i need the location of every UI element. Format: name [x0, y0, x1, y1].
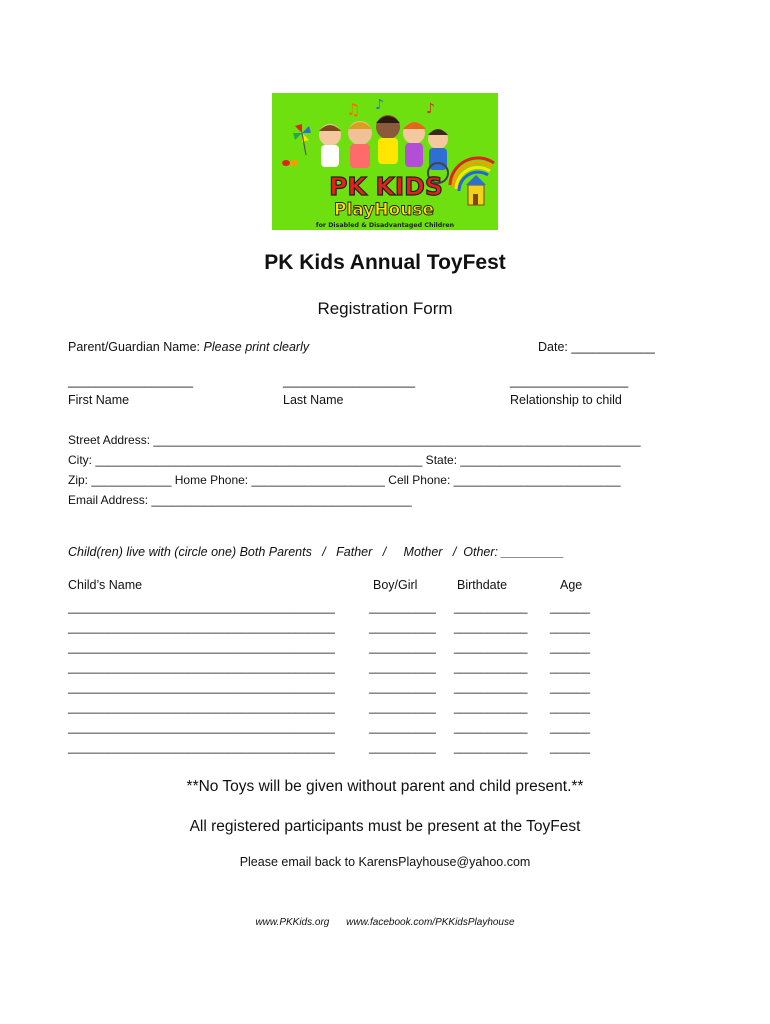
logo-tagline: for Disabled & Disadvantaged Children: [315, 222, 455, 229]
children-live-with-line[interactable]: Child(ren) live with (circle one) Both Parents / Father / Mother / Other: _________: [68, 545, 565, 559]
child-name-blank[interactable]: ________________________________________: [68, 680, 335, 694]
child-name-blank[interactable]: ________________________________________: [68, 660, 335, 674]
child-age-blank[interactable]: ______: [550, 680, 591, 694]
first-name-blank[interactable]: __________________: [68, 374, 194, 388]
child-birthdate-blank[interactable]: ___________: [454, 640, 528, 654]
footer: [0, 917, 770, 928]
child-gender-blank[interactable]: __________: [369, 660, 436, 674]
child-birthdate-blank[interactable]: ___________: [454, 600, 528, 614]
child-name-blank[interactable]: ________________________________________: [68, 600, 335, 614]
child-age-blank[interactable]: ______: [550, 600, 591, 614]
child-name-blank[interactable]: ________________________________________: [68, 640, 335, 654]
gender-header: Boy/Girl: [373, 578, 418, 592]
svg-text:♪: ♪: [426, 101, 435, 117]
notice-participants-present: All registered participants must be present at the ToyFest: [189, 818, 581, 835]
city-state-field[interactable]: City: _________________________________________________ State: ________________________: [68, 453, 621, 467]
logo-artwork: [272, 93, 498, 230]
child-name-blank[interactable]: ________________________________________: [68, 720, 335, 734]
notice-email-back: Please email back to KarensPlayhouse@yahoo.com: [239, 855, 531, 869]
form-subtitle: Registration Form: [317, 299, 453, 318]
zip-phone-field[interactable]: Zip: ____________ Home Phone: ____________________ Cell Phone: _________________________: [68, 473, 621, 487]
child-gender-blank[interactable]: __________: [369, 600, 436, 614]
child-gender-blank[interactable]: __________: [369, 740, 436, 754]
parent-guardian-hint: Please print clearly: [203, 340, 310, 354]
child-age-blank[interactable]: ______: [550, 640, 591, 654]
child-gender-blank[interactable]: __________: [369, 620, 436, 634]
child-gender-blank[interactable]: __________: [369, 720, 436, 734]
child-birthdate-blank[interactable]: ___________: [454, 660, 528, 674]
child-age-blank[interactable]: ______: [550, 660, 591, 674]
birthdate-header: Birthdate: [457, 578, 508, 592]
child-age-blank[interactable]: ______: [550, 740, 591, 754]
pk-kids-logo: [272, 93, 498, 230]
email-address-field[interactable]: Email Address: _______________________________________: [68, 493, 412, 507]
page-title: PK Kids Annual ToyFest: [264, 251, 506, 274]
child-birthdate-blank[interactable]: ___________: [454, 720, 528, 734]
last-name-blank[interactable]: ___________________: [283, 374, 416, 388]
child-name-blank[interactable]: ________________________________________: [68, 620, 335, 634]
child-birthdate-blank[interactable]: ___________: [454, 620, 528, 634]
last-name-label: Last Name: [283, 393, 344, 407]
child-age-blank[interactable]: ______: [550, 700, 591, 714]
first-name-label: First Name: [68, 393, 130, 407]
child-age-blank[interactable]: ______: [550, 620, 591, 634]
date-field[interactable]: Date: ____________: [538, 340, 655, 354]
child-gender-blank[interactable]: __________: [369, 700, 436, 714]
child-name-header: Child’s Name: [68, 578, 143, 592]
age-header: Age: [560, 578, 583, 592]
child-age-blank[interactable]: ______: [550, 720, 591, 734]
footer-website[interactable]: www.PKKids.org: [255, 917, 330, 928]
footer-facebook[interactable]: www.facebook.com/PKKidsPlayhouse: [346, 917, 515, 928]
logo-title: PK KIDS: [329, 172, 443, 201]
svg-text:♫: ♫: [346, 100, 361, 119]
parent-guardian-label: Parent/Guardian Name:: [68, 340, 201, 354]
child-birthdate-blank[interactable]: ___________: [454, 740, 528, 754]
notice-parent-child-present: **No Toys will be given without parent and child present.**: [186, 778, 584, 795]
logo-subtitle: PlayHouse: [334, 200, 434, 220]
svg-text:♪: ♪: [375, 97, 384, 113]
child-name-blank[interactable]: ________________________________________: [68, 740, 335, 754]
child-name-blank[interactable]: ________________________________________: [68, 700, 335, 714]
child-birthdate-blank[interactable]: ___________: [454, 700, 528, 714]
child-birthdate-blank[interactable]: ___________: [454, 680, 528, 694]
child-gender-blank[interactable]: __________: [369, 680, 436, 694]
street-address-field[interactable]: Street Address: _________________________________________________________________________: [68, 433, 641, 447]
parent-guardian-row: [68, 340, 309, 354]
relationship-label: Relationship to child: [510, 393, 622, 407]
relationship-blank[interactable]: _________________: [510, 374, 629, 388]
child-gender-blank[interactable]: __________: [369, 640, 436, 654]
